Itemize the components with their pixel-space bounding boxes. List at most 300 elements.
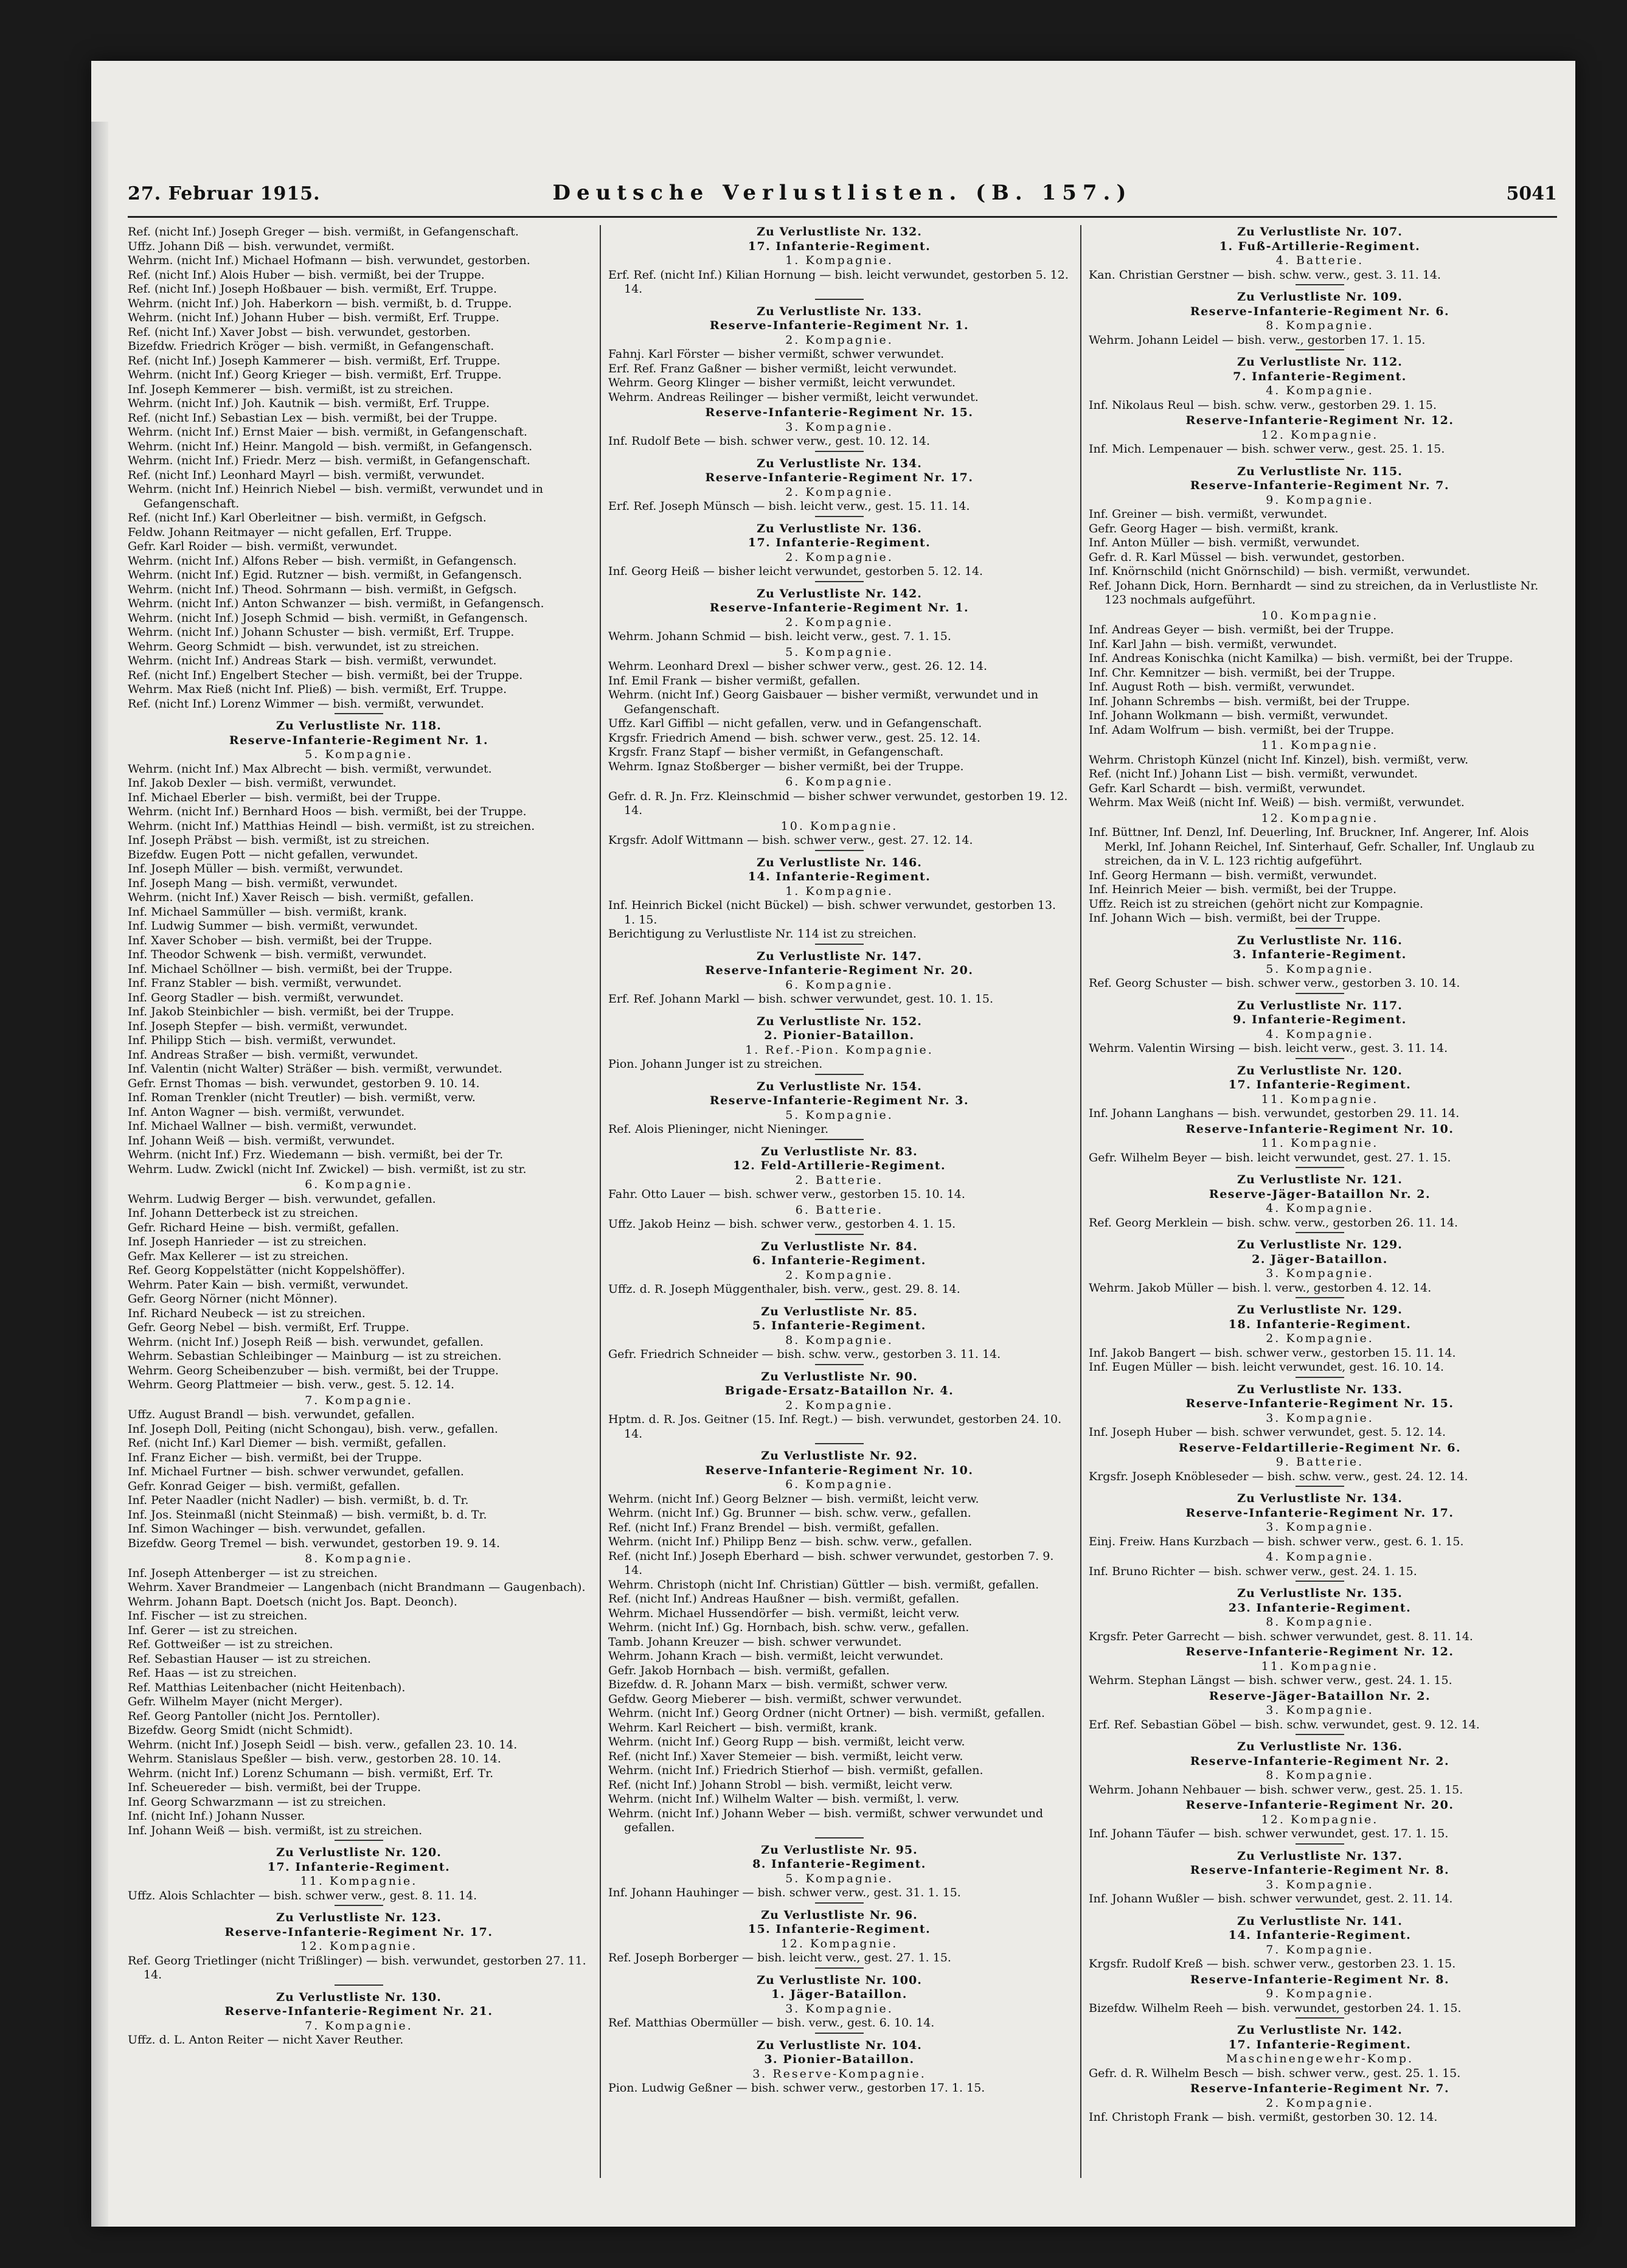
company-name: 12. Kompagnie. [1261, 428, 1379, 442]
casualty-entry: Inf. Johann Wolkmann — bish. vermißt, verwundet. [1089, 709, 1389, 722]
company-name: Maschinengewehr-Komp. [1226, 2052, 1414, 2065]
casualty-entry: Wehrm. (nicht Inf.) Heinr. Mangold — bish. vermißt, in Gefangensch. [128, 439, 533, 453]
list-section [1089, 465, 1551, 608]
list-section [1089, 1383, 1551, 1440]
list-section [608, 775, 1070, 818]
company-name: 12. Kompagnie. [1261, 1812, 1379, 1826]
list-section [608, 1203, 1070, 1235]
casualty-entry: Inf. Peter Naadler (nicht Nadler) — bish. vermißt, b. d. Tr. [128, 1494, 469, 1507]
unit-name: Reserve-Infanterie-Regiment Nr. 7. [1190, 479, 1450, 492]
section-separator [815, 1009, 864, 1010]
casualty-entry: Wehrm. Johann Krach — bish. vermißt, leicht verwundet. [608, 1649, 944, 1663]
casualty-entry: Inf. Andreas Straßer — bish. vermißt, verwundet. [128, 1048, 418, 1062]
company-name: 7. Kompagnie. [305, 2019, 413, 2033]
casualty-entry: Wehrm. Leonhard Drexl — bisher schwer verw., gest. 26. 12. 14. [608, 659, 988, 673]
company-name: 4. Kompagnie. [1266, 1202, 1374, 1215]
list-reference-title: Zu Verlustliste Nr. 142. [1237, 2023, 1403, 2037]
list-section [1089, 609, 1551, 738]
casualty-entry: Wehrm. (nicht Inf.) Michael Hofmann — bish. verwundet, gestorben. [128, 254, 530, 267]
company-name: 7. Kompagnie. [1266, 1943, 1374, 1957]
list-section [608, 1305, 1070, 1365]
company-name: 6. Kompagnie. [785, 775, 893, 788]
unit-name: Reserve-Infanterie-Regiment Nr. 10. [1185, 1122, 1454, 1136]
list-section [1089, 999, 1551, 1059]
casualty-entry: Inf. Johann Wich — bish. vermißt, bei der Truppe. [1089, 911, 1381, 925]
list-section [1089, 934, 1551, 994]
casualty-entry: Kan. Christian Gerstner — bish. schw. verw., gest. 3. 11. 14. [1089, 268, 1441, 282]
page-number: 5041 [1506, 183, 1557, 204]
casualty-entry: Wehrm. Pater Kain — bish. vermißt, verwundet. [128, 1278, 409, 1292]
unit-name: 14. Infanterie-Regiment. [748, 870, 931, 883]
list-reference-title: Zu Verlustliste Nr. 90. [761, 1369, 918, 1383]
casualty-entry: Bizefdw. Georg Tremel — bish. verwundet, gestorben 19. 9. 14. [128, 1536, 500, 1550]
unit-name: 17. Infanterie-Regiment. [748, 239, 931, 253]
casualty-entry: Inf. Scheuereder — bish. vermißt, bei der Truppe. [128, 1781, 421, 1794]
casualty-entry: Ref. Georg Koppelstätter (nicht Koppelshöffer). [128, 1264, 405, 1277]
casualty-entry: Wehrm. Max Weiß (nicht Inf. Weiß) — bish. vermißt, verwundet. [1089, 796, 1465, 809]
casualty-entry: Gefr. Wilhelm Mayer (nicht Merger). [128, 1695, 343, 1708]
section-separator [1296, 1232, 1344, 1233]
unit-name: 1. Jäger-Bataillon. [771, 1988, 907, 2001]
company-name: 4. Kompagnie. [1266, 1027, 1374, 1041]
casualty-entry: Gefr. d. R. Wilhelm Besch — bish. schwer verw., gest. 25. 1. 15. [1089, 2066, 1461, 2080]
list-section [128, 1394, 590, 1551]
section-separator [1296, 1734, 1344, 1735]
unit-name: Reserve-Infanterie-Regiment Nr. 20. [705, 964, 974, 977]
casualty-entry: Ref. (nicht Inf.) Franz Brendel — bish. vermißt, gefallen. [608, 1520, 940, 1534]
casualty-entry: Wehrm. (nicht Inf.) Wilhelm Walter — bish. vermißt, l. verw. [608, 1792, 959, 1806]
casualty-entry: Erf. Ref. Joseph Münsch — bish. leicht verw., gest. 15. 11. 14. [608, 499, 970, 513]
list-section [608, 856, 1070, 945]
list-section [608, 1370, 1070, 1445]
casualty-entry: Wehrm. Jakob Müller — bish. l. verw., gestorben 4. 12. 14. [1089, 1281, 1432, 1295]
casualty-entry: Wehrm. (nicht Inf.) Bernhard Hoos — bish. vermißt, bei der Truppe. [128, 805, 527, 818]
company-name: 2. Kompagnie. [1266, 2096, 1374, 2110]
casualty-entry: Wehrm. Johann Schmid — bish. leicht verw., gest. 7. 1. 15. [608, 630, 951, 643]
list-section [1089, 1441, 1551, 1487]
casualty-entry: Wehrm. (nicht Inf.) Ernst Maier — bish. vermißt, in Gefangenschaft. [128, 425, 527, 439]
casualty-entry: Wehrm. Michael Hussendörfer — bish. vermißt, leicht verw. [608, 1606, 960, 1620]
list-reference-title: Zu Verlustliste Nr. 154. [757, 1079, 922, 1093]
list-section [608, 587, 1070, 644]
casualty-entry: Inf. August Roth — bish. vermißt, verwundet. [1089, 680, 1355, 694]
casualty-entry: Inf. Büttner, Inf. Denzl, Inf. Deuerling, Inf. Bruckner, Inf. Angerer, Inf. Alois Merkl, Inf. Johann Reichel, Inf. Sinterhauf, Gefr. Schaller, Inf. Unglaub zu streichen, da in V. L. 123 richtig aufgeführt. [1089, 826, 1535, 868]
casualty-entry: Erf. Ref. (nicht Inf.) Kilian Hornung — bish. leicht verwundet, gestorben 5. 12. 14. [608, 268, 1069, 296]
unit-name: Reserve-Infanterie-Regiment Nr. 3. [709, 1094, 970, 1107]
casualty-entry: Pion. Ludwig Geßner — bish. schwer verw., gestorben 17. 1. 15. [608, 2081, 985, 2095]
casualty-entry: Erf. Ref. Johann Markl — bish. schwer verwundet, gest. 10. 1. 15. [608, 992, 994, 1006]
casualty-entry: Krgsfr. Franz Stapf — bisher vermißt, in Gefangenschaft. [608, 745, 944, 759]
casualty-entry: Inf. Johann Hauhinger — bish. schwer verw., gest. 31. 1. 15. [608, 1886, 961, 1899]
company-name: 3. Kompagnie. [1266, 1411, 1374, 1425]
casualty-entry: Ref. (nicht Inf.) Alois Huber — bish. vermißt, bei der Truppe. [128, 268, 485, 282]
company-name: 11. Kompagnie. [300, 1874, 418, 1888]
unit-name: Reserve-Infanterie-Regiment Nr. 17. [1185, 1506, 1454, 1520]
casualty-entry: Ref. (nicht Inf.) Joseph Greger — bish. vermißt, in Gefangenschaft. [128, 225, 519, 238]
unit-name: 3. Infanterie-Regiment. [1233, 948, 1407, 961]
casualty-entry: Wehrm. Ludw. Zwickl (nicht Inf. Zwickel) — bish. vermißt, ist zu str. [128, 1162, 527, 1176]
casualty-entry: Wehrm. (nicht Inf.) Joh. Kautnik — bish. vermißt, Erf. Truppe. [128, 397, 490, 410]
company-name: 11. Kompagnie. [1261, 1092, 1379, 1106]
company-name: 9. Batterie. [1275, 1455, 1364, 1469]
casualty-entry: Inf. Joseph Stepfer — bish. vermißt, verwundet. [128, 1019, 408, 1033]
list-section [1089, 1587, 1551, 1644]
unit-name: 2. Pionier-Bataillon. [764, 1029, 915, 1042]
casualty-entry: Bizefdw. Friedrich Kröger — bish. vermißt, in Gefangenschaft. [128, 339, 494, 353]
list-reference-title: Zu Verlustliste Nr. 104. [757, 2038, 922, 2052]
section-separator [1296, 1058, 1344, 1059]
casualty-entry: Wehrm. (nicht Inf.) Joseph Reiß — bish. verwundet, gefallen. [128, 1335, 484, 1349]
casualty-entry: Inf. Jakob Bangert — bish. schwer verw., gestorben 15. 11. 14. [1089, 1346, 1456, 1360]
section-separator [1296, 459, 1344, 460]
casualty-entry: Bizefdw. Georg Smidt (nicht Schmidt). [128, 1724, 353, 1737]
list-reference-title: Zu Verlustliste Nr. 137. [1237, 1849, 1403, 1863]
casualty-entry: Inf. Chr. Kemnitzer — bish. vermißt, bei der Truppe. [1089, 666, 1395, 680]
list-section [1089, 739, 1551, 810]
casualty-entry: Gefr. Friedrich Schneider — bish. schw. verw., gestorben 3. 11. 14. [608, 1348, 1001, 1361]
unit-name: 5. Infanterie-Regiment. [752, 1319, 926, 1332]
casualty-entry: Gefr. Wilhelm Beyer — bish. leicht verwundet, gest. 27. 1. 15. [1089, 1150, 1451, 1164]
list-section [1089, 1492, 1551, 1549]
casualty-entry: Wehrm. (nicht Inf.) Johann Weber — bish. vermißt, schwer verwundet und gefallen. [608, 1806, 1044, 1834]
casualty-entry: Ref. Gottweißer — ist zu streichen. [128, 1638, 333, 1651]
unit-name: 23. Infanterie-Regiment. [1228, 1601, 1412, 1615]
casualty-entry: Inf. Jos. Steinmaßl (nicht Steinmaß) — bish. vermißt, b. d. Tr. [128, 1508, 487, 1522]
company-name: 2. Kompagnie. [785, 485, 893, 499]
section-separator [815, 1139, 864, 1140]
section-separator [1296, 284, 1344, 285]
company-name: 1. Ref.-Pion. Kompagnie. [745, 1043, 934, 1057]
company-name: 9. Kompagnie. [1266, 493, 1374, 507]
column-right [1089, 225, 1551, 2190]
casualty-entry: Gefr. Karl Schardt — bish. vermißt, verwundet. [1089, 781, 1366, 795]
unit-name: Reserve-Infanterie-Regiment Nr. 15. [705, 406, 974, 419]
casualty-entry: Uffz. August Brandl — bish. verwundet, gefallen. [128, 1408, 415, 1421]
unit-name: 18. Infanterie-Regiment. [1228, 1317, 1412, 1331]
casualty-entry: Feldw. Johann Reitmayer — nicht gefallen, Erf. Truppe. [128, 525, 452, 539]
casualty-entry: Gefdw. Georg Mieberer — bish. vermißt, schwer verwundet. [608, 1692, 962, 1706]
list-section [1089, 1915, 1551, 1972]
list-section [1089, 1645, 1551, 1688]
list-reference-title: Zu Verlustliste Nr. 130. [276, 1990, 442, 2004]
list-section [1089, 812, 1551, 929]
section-separator [815, 1364, 864, 1365]
list-section [608, 1974, 1070, 2034]
list-reference-title: Zu Verlustliste Nr. 83. [761, 1144, 918, 1158]
section-separator [815, 581, 864, 582]
section-separator [815, 1074, 864, 1075]
section-separator [1296, 928, 1344, 929]
unit-name: 17. Infanterie-Regiment. [267, 1860, 451, 1874]
company-name: 9. Kompagnie. [1266, 1987, 1374, 2000]
casualty-entry: Gefr. Konrad Geiger — bish. vermißt, gefallen. [128, 1479, 400, 1493]
section-separator [815, 1443, 864, 1444]
casualty-entry: Inf. Joseph Huber — bish. schwer verwundet, gest. 5. 12. 14. [1089, 1425, 1446, 1439]
casualty-entry: Wehrm. (nicht Inf.) Georg Gaisbauer — bisher vermißt, verwundet und in Gefangenschaft. [608, 688, 1039, 716]
unit-name: Reserve-Infanterie-Regiment Nr. 8. [1190, 1972, 1450, 1986]
casualty-entry: Wehrm. Andreas Reilinger — bisher vermißt, leicht verwundet. [608, 390, 979, 404]
casualty-entry: Wehrm. Georg Schmidt — bish. verwundet, ist zu streichen. [128, 639, 479, 653]
company-name: 6. Batterie. [795, 1203, 884, 1217]
casualty-entry: Inf. Joseph Hanrieder — ist zu streichen. [128, 1235, 367, 1248]
section-separator [1296, 1486, 1344, 1487]
section-separator [815, 1902, 864, 1904]
casualty-entry: Inf. Simon Wachinger — bish. verwundet, gefallen. [128, 1522, 426, 1536]
unit-name: 17. Infanterie-Regiment. [748, 536, 931, 549]
casualty-entry: Wehrm. (nicht Inf.) Philipp Benz — bish. schw. verw., gefallen. [608, 1535, 973, 1548]
list-section [1089, 1122, 1551, 1169]
casualty-entry: Inf. Franz Eicher — bish. vermißt, bei der Truppe. [128, 1450, 422, 1464]
unit-name: Reserve-Infanterie-Regiment Nr. 17. [224, 1925, 493, 1939]
unit-name: 6. Infanterie-Regiment. [752, 1254, 926, 1267]
casualty-entry: Inf. Heinrich Meier — bish. vermißt, bei der Truppe. [1089, 883, 1397, 896]
unit-name: Reserve-Infanterie-Regiment Nr. 17. [705, 471, 974, 484]
casualty-entry: Wehrm. Sebastian Schleibinger — Mainburg — ist zu streichen. [128, 1349, 502, 1363]
section-separator [815, 516, 864, 517]
list-section [608, 225, 1070, 300]
list-section [1089, 1798, 1551, 1845]
list-reference-title: Zu Verlustliste Nr. 135. [1237, 1587, 1403, 1600]
list-section [1089, 225, 1551, 285]
list-section [608, 645, 1070, 774]
casualty-entry: Wehrm. (nicht Inf.) Max Albrecht — bish. vermißt, verwundet. [128, 762, 492, 776]
list-section [608, 1015, 1070, 1075]
list-reference-title: Zu Verlustliste Nr. 136. [757, 521, 922, 535]
casualty-entry: Ref. (nicht Inf.) Johann Strobl — bish. vermißt, leicht verw. [608, 1778, 953, 1792]
company-name: 7. Kompagnie. [305, 1393, 413, 1407]
casualty-entry: Ref. Georg Pantoller (nicht Jos. Perntoller). [128, 1709, 380, 1723]
casualty-entry: Fahnj. Karl Förster — bisher vermißt, schwer verwundet. [608, 347, 945, 361]
company-name: 8. Kompagnie. [305, 1552, 413, 1565]
list-reference-title: Zu Verlustliste Nr. 129. [1237, 1238, 1403, 1251]
list-section [128, 1846, 590, 1906]
company-name: 8. Kompagnie. [1266, 1769, 1374, 1782]
page-binding-edge [91, 122, 108, 2227]
list-reference-title: Zu Verlustliste Nr. 133. [1237, 1382, 1403, 1396]
casualty-entry: Ref. Matthias Leitenbacher (nicht Heitenbach). [128, 1680, 406, 1694]
list-section [1089, 355, 1551, 412]
section-separator [1296, 1843, 1344, 1845]
section-separator [815, 1837, 864, 1838]
section-separator [815, 451, 864, 452]
company-name: 2. Batterie. [795, 1173, 884, 1187]
list-reference-title: Zu Verlustliste Nr. 107. [1237, 225, 1403, 238]
casualty-entry: Gefr. Richard Heine — bish. vermißt, gefallen. [128, 1220, 400, 1234]
casualty-entry: Ref. (nicht Inf.) Karl Diemer — bish. vermißt, gefallen. [128, 1436, 446, 1450]
casualty-entry: Bizefdw. Eugen Pott — nicht gefallen, verwundet. [128, 847, 418, 861]
company-name: 11. Kompagnie. [1261, 1659, 1379, 1673]
casualty-entry: Inf. Nikolaus Reul — bish. schw. verw., gestorben 29. 1. 15. [1089, 398, 1437, 412]
company-name: 6. Kompagnie. [785, 978, 893, 992]
list-section [1089, 2023, 1551, 2081]
unit-name: Reserve-Infanterie-Regiment Nr. 1. [709, 601, 970, 614]
list-reference-title: Zu Verlustliste Nr. 146. [757, 855, 922, 869]
list-section [608, 950, 1070, 1010]
unit-name: Reserve-Infanterie-Regiment Nr. 7. [1190, 2082, 1450, 2095]
casualty-entry: Inf. Mich. Lempenauer — bish. schwer verw., gest. 25. 1. 15. [1089, 442, 1445, 456]
casualty-entry: Wehrm. (nicht Inf.) Johann Huber — bish. vermißt, Erf. Truppe. [128, 311, 499, 324]
casualty-entry: Uffz. Reich ist zu streichen (gehört nicht zur Kompagnie. [1089, 897, 1423, 911]
section-separator [1296, 1581, 1344, 1582]
list-section [1089, 414, 1551, 460]
casualty-entry: Wehrm. (nicht Inf.) Friedrich Stierhof — bish. vermißt, gefallen. [608, 1764, 983, 1777]
casualty-entry: Inf. Joseph Doll, Peiting (nicht Schongau), bish. verw., gefallen. [128, 1422, 498, 1436]
company-name: 5. Kompagnie. [1266, 962, 1374, 976]
casualty-entry: Ref. Sebastian Hauser — ist zu streichen. [128, 1652, 372, 1666]
list-reference-title: Zu Verlustliste Nr. 85. [761, 1304, 918, 1318]
company-name: 11. Kompagnie. [1261, 739, 1379, 752]
casualty-entry: Wehrm. (nicht Inf.) Frz. Wiedemann — bish. vermißt, bei der Tr. [128, 1148, 504, 1161]
casualty-entry: Inf. Michael Schöllner — bish. vermißt, bei der Truppe. [128, 962, 453, 976]
company-name: 8. Kompagnie. [785, 1333, 893, 1347]
section-separator [815, 1299, 864, 1300]
list-reference-title: Zu Verlustliste Nr. 117. [1237, 998, 1403, 1012]
casualty-entry: Inf. Valentin (nicht Walter) Sträßer — bish. vermißt, verwundet. [128, 1062, 502, 1076]
list-section [128, 1178, 590, 1393]
casualty-entry: Wehrm. (nicht Inf.) Gg. Brunner — bish. schw. verw., gefallen. [608, 1506, 971, 1520]
casualty-entry: Ref. (nicht Inf.) Karl Oberleitner — bish. vermißt, in Gefgsch. [128, 511, 487, 524]
casualty-entry: Gefr. Ernst Thomas — bish. verwundet, gestorben 9. 10. 14. [128, 1076, 480, 1090]
company-name: 8. Kompagnie. [1266, 319, 1374, 332]
casualty-entry: Wehrm. (nicht Inf.) Johann Schuster — bish. vermißt, Erf. Truppe. [128, 625, 515, 639]
section-separator [1296, 1377, 1344, 1378]
unit-name: Reserve-Infanterie-Regiment Nr. 15. [1185, 1397, 1454, 1410]
section-separator [335, 713, 383, 714]
casualty-entry: Inf. Karl Jahn — bish. vermißt, verwundet. [1089, 637, 1337, 651]
column-left [128, 225, 590, 2190]
unit-name: 3. Pionier-Bataillon. [764, 2053, 915, 2066]
list-section [608, 457, 1070, 517]
publication-title: Deutsche Verlustlisten. (B. 157.) [552, 181, 1133, 205]
company-name: 3. Kompagnie. [1266, 1520, 1374, 1534]
casualty-entry: Erf. Ref. Franz Gaßner — bisher vermißt, leicht verwundet. [608, 361, 957, 375]
casualty-entry: Inf. Adam Wolfrum — bish. vermißt, bei der Truppe. [1089, 723, 1395, 737]
casualty-entry: Inf. Richard Neubeck — ist zu streichen. [128, 1306, 366, 1320]
list-section [608, 1145, 1070, 1202]
casualty-entry: Wehrm. Christoph (nicht Inf. Christian) Güttler — bish. vermißt, gefallen. [608, 1578, 1039, 1591]
list-section [608, 406, 1070, 452]
casualty-entry: Inf. Johann Schrembs — bish. vermißt, bei der Truppe. [1089, 694, 1410, 708]
company-name: 3. Kompagnie. [785, 420, 893, 434]
casualty-entry: Inf. Fischer — ist zu streichen. [128, 1609, 308, 1623]
casualty-entry: Inf. Johann Wußler — bish. schwer verwundet, gest. 2. 11. 14. [1089, 1892, 1453, 1905]
section-separator [335, 1840, 383, 1841]
casualty-entry: Wehrm. Stanislaus Speßler — bish. verw., gestorben 28. 10. 14. [128, 1752, 501, 1765]
casualty-entry: Inf. Roman Trenkler (nicht Treutler) — bish. vermißt, verw. [128, 1091, 476, 1104]
casualty-entry: Wehrm. Xaver Brandmeier — Langenbach (nicht Brandmann — Gaugenbach). [128, 1581, 586, 1594]
company-name: 2. Kompagnie. [785, 1398, 893, 1412]
casualty-entry: Inf. Johann Weiß — bish. vermißt, verwundet. [128, 1133, 395, 1147]
column-divider [600, 225, 601, 2178]
casualty-entry: Hptm. d. R. Jos. Geitner (15. Inf. Regt.) — bish. verwundet, gestorben 24. 10. 14. [608, 1413, 1062, 1441]
casualty-entry: Wehrm. Max Rieß (nicht Inf. Pließ) — bish. vermißt, Erf. Truppe. [128, 683, 507, 696]
casualty-entry: Wehrm. (nicht Inf.) Joseph Seidl — bish. verw., gefallen 23. 10. 14. [128, 1738, 518, 1751]
unit-name: Reserve-Infanterie-Regiment Nr. 20. [1185, 1798, 1454, 1812]
casualty-entry: Wehrm. Johann Bapt. Doetsch (nicht Jos. Bapt. Deonch). [128, 1595, 457, 1609]
list-section [608, 2039, 1070, 2096]
casualty-entry: Gefr. Georg Nörner (nicht Mönner). [128, 1292, 338, 1306]
casualty-entry: Ref. Johann Dick, Horn. Bernhardt — sind zu streichen, da in Verlustliste Nr. 123 nochmals aufgeführt. [1089, 579, 1539, 607]
page-header [128, 179, 1557, 218]
casualty-entry: Wehrm. Valentin Wirsing — bish. leicht verw., gest. 3. 11. 14. [1089, 1042, 1448, 1055]
unit-name: 14. Infanterie-Regiment. [1228, 1929, 1412, 1942]
casualty-entry: Inf. Anton Wagner — bish. vermißt, verwundet. [128, 1105, 405, 1119]
unit-name: 7. Infanterie-Regiment. [1233, 369, 1407, 383]
list-reference-title: Zu Verlustliste Nr. 152. [757, 1014, 922, 1028]
casualty-entry: Uffz. d. R. Joseph Müggenthaler, bish. verw., gest. 29. 8. 14. [608, 1282, 960, 1296]
list-reference-title: Zu Verlustliste Nr. 129. [1237, 1303, 1403, 1317]
list-reference-title: Zu Verlustliste Nr. 84. [761, 1239, 918, 1253]
list-section [1089, 1173, 1551, 1233]
list-reference-title: Zu Verlustliste Nr. 115. [1237, 464, 1403, 478]
casualty-entry: Krgsfr. Peter Garrecht — bish. schwer verwundet, gest. 8. 11. 14. [1089, 1629, 1473, 1643]
casualty-entry: Inf. Johann Langhans — bish. verwundet, gestorben 29. 11. 14. [1089, 1107, 1460, 1120]
casualty-entry: Ref. (nicht Inf.) Andreas Haußner — bish. vermißt, gefallen. [608, 1592, 960, 1605]
section-separator [815, 850, 864, 851]
section-separator [335, 1984, 383, 1986]
casualty-entry: Ref. (nicht Inf.) Joseph Hoßbauer — bish. vermißt, Erf. Truppe. [128, 282, 498, 296]
casualty-entry: Einj. Freiw. Hans Kurzbach — bish. schwer verw., gest. 6. 1. 15. [1089, 1534, 1464, 1548]
company-name: 5. Kompagnie. [785, 1871, 893, 1885]
list-section [608, 1843, 1070, 1904]
list-section [608, 1449, 1070, 1838]
column-middle [608, 225, 1070, 2190]
casualty-entry: Ref. (nicht Inf.) Lorenz Wimmer — bish. vermißt, verwundet. [128, 697, 484, 711]
unit-name: Reserve-Infanterie-Regiment Nr. 12. [1185, 1645, 1454, 1658]
company-name: 5. Kompagnie. [785, 645, 893, 659]
casualty-entry: Inf. Andreas Geyer — bish. vermißt, bei der Truppe. [1089, 623, 1394, 636]
casualty-entry: Ref. (nicht Inf.) Johann List — bish. vermißt, verwundet. [1089, 767, 1418, 781]
section-separator [335, 1905, 383, 1906]
unit-name: 2. Jäger-Bataillon. [1252, 1252, 1388, 1266]
company-name: 1. Kompagnie. [785, 254, 893, 267]
list-section [1089, 1849, 1551, 1910]
list-reference-title: Zu Verlustliste Nr. 134. [757, 456, 922, 470]
company-name: 10. Kompagnie. [780, 819, 898, 833]
casualty-entry: Ref. (nicht Inf.) Joseph Kammerer — bish. vermißt, Erf. Truppe. [128, 353, 501, 367]
list-section [1089, 1689, 1551, 1736]
company-name: 8. Kompagnie. [1266, 1615, 1374, 1629]
casualty-entry: Wehrm. Johann Leidel — bish. verw., gestorben 17. 1. 15. [1089, 333, 1426, 347]
casualty-entry: Wehrm. Christoph Künzel (nicht Inf. Kinzel), bish. vermißt, verw. [1089, 753, 1469, 767]
casualty-entry: Inf. Jakob Steinbichler — bish. vermißt, bei der Truppe. [128, 1005, 454, 1018]
casualty-entry: Inf. Christoph Frank — bish. vermißt, gestorben 30. 12. 14. [1089, 2110, 1438, 2124]
casualty-entry: Ref. Joseph Borberger — bish. leicht verw., gest. 27. 1. 15. [608, 1951, 951, 1964]
section-separator [815, 299, 864, 300]
casualty-entry: Inf. Georg Stadler — bish. vermißt, verwundet. [128, 990, 404, 1004]
unit-name: 9. Infanterie-Regiment. [1233, 1013, 1407, 1026]
company-name: 2. Kompagnie. [785, 550, 893, 564]
list-section [1089, 1064, 1551, 1121]
casualty-entry: Wehrm. (nicht Inf.) Georg Rupp — bish. vermißt, leicht verw. [608, 1735, 965, 1748]
casualty-entry: Bizefdw. d. R. Johann Marx — bish. vermißt, schwer verw. [608, 1678, 948, 1691]
unit-name: Reserve-Infanterie-Regiment Nr. 12. [1185, 414, 1454, 427]
list-section [1089, 1238, 1551, 1298]
list-section [128, 225, 590, 714]
section-separator [1296, 1167, 1344, 1168]
issue-date: 27. Februar 1915. [128, 183, 321, 204]
casualty-entry: Ref. (nicht Inf.) Xaver Stemeier — bish. vermißt, leicht verw. [608, 1749, 963, 1763]
casualty-entry: Inf. Eugen Müller — bish. leicht verwundet, gest. 16. 10. 14. [1089, 1360, 1444, 1374]
list-reference-title: Zu Verlustliste Nr. 147. [757, 949, 922, 963]
casualty-entry: Inf. Emil Frank — bisher vermißt, gefallen. [608, 673, 861, 687]
list-section [128, 1552, 590, 1841]
column-divider [1080, 225, 1081, 2178]
list-section [1089, 1973, 1551, 2019]
casualty-entry: Inf. Johann Täufer — bish. schwer verwundet, gest. 17. 1. 15. [1089, 1827, 1449, 1840]
casualty-entry: Ref. (nicht Inf.) Joseph Eberhard — bish. schwer verwundet, gestorben 7. 9. 14. [608, 1549, 1054, 1577]
company-name: 2. Kompagnie. [785, 333, 893, 347]
